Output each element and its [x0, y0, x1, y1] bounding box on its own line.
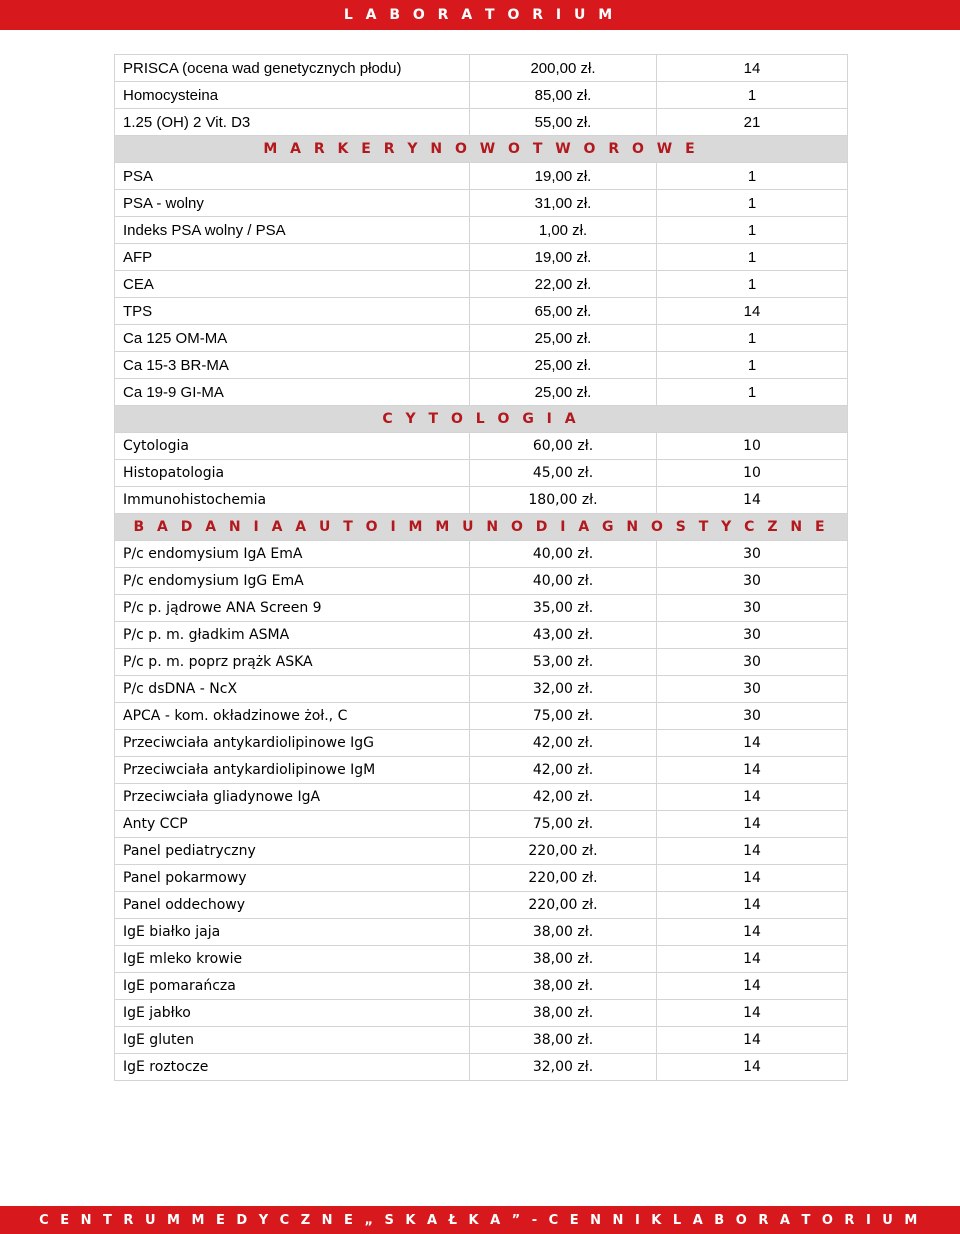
price-cell: 200,00 zł. [470, 55, 657, 82]
price-cell: 1,00 zł. [470, 217, 657, 244]
table-row [115, 892, 848, 919]
price-cell: 42,00 zł. [470, 757, 657, 784]
table-row [115, 352, 848, 379]
price-cell: 22,00 zł. [470, 271, 657, 298]
turnaround-days-cell: 1 [657, 163, 848, 190]
test-name-cell: IgE jabłko [115, 1000, 470, 1027]
turnaround-days-cell: 30 [657, 595, 848, 622]
table-row [115, 433, 848, 460]
test-name-cell: PRISCA (ocena wad genetycznych płodu) [115, 55, 470, 82]
table-row [115, 865, 848, 892]
turnaround-days-cell: 30 [657, 676, 848, 703]
turnaround-days-cell: 14 [657, 55, 848, 82]
turnaround-days-cell: 14 [657, 298, 848, 325]
test-name-cell: PSA - wolny [115, 190, 470, 217]
test-name-cell: TPS [115, 298, 470, 325]
turnaround-days-cell: 1 [657, 325, 848, 352]
test-name-cell: Homocysteina [115, 82, 470, 109]
price-cell: 31,00 zł. [470, 190, 657, 217]
test-name-cell: P/c p. m. poprz prążk ASKA [115, 649, 470, 676]
price-cell: 55,00 zł. [470, 109, 657, 136]
header-bar [0, 0, 960, 30]
turnaround-days-cell: 1 [657, 352, 848, 379]
price-cell: 75,00 zł. [470, 811, 657, 838]
table-row [115, 973, 848, 1000]
table-row [115, 595, 848, 622]
table-row [115, 298, 848, 325]
turnaround-days-cell: 14 [657, 1000, 848, 1027]
turnaround-days-cell: 14 [657, 946, 848, 973]
price-cell: 32,00 zł. [470, 1054, 657, 1081]
table-row [115, 82, 848, 109]
test-name-cell: Cytologia [115, 433, 470, 460]
table-row [115, 244, 848, 271]
turnaround-days-cell: 14 [657, 919, 848, 946]
turnaround-days-cell: 30 [657, 649, 848, 676]
table-row [115, 568, 848, 595]
turnaround-days-cell: 1 [657, 217, 848, 244]
turnaround-days-cell: 14 [657, 838, 848, 865]
footer-text: C E N T R U M M E D Y C Z N E „ S K A Ł K A ” - C E N N I K L A B O R A T O R I U M [39, 1212, 921, 1228]
price-cell: 38,00 zł. [470, 919, 657, 946]
table-row [115, 55, 848, 82]
table-row [115, 703, 848, 730]
table-row [115, 1027, 848, 1054]
price-cell: 25,00 zł. [470, 325, 657, 352]
test-name-cell: IgE pomarańcza [115, 973, 470, 1000]
test-name-cell: Panel pokarmowy [115, 865, 470, 892]
test-name-cell: Histopatologia [115, 460, 470, 487]
turnaround-days-cell: 10 [657, 460, 848, 487]
test-name-cell: Ca 19-9 GI-MA [115, 379, 470, 406]
price-cell: 40,00 zł. [470, 568, 657, 595]
footer-bar [0, 1206, 960, 1234]
turnaround-days-cell: 14 [657, 1027, 848, 1054]
test-name-cell: IgE gluten [115, 1027, 470, 1054]
test-name-cell: Przeciwciała gliadynowe IgA [115, 784, 470, 811]
test-name-cell: Przeciwciała antykardiolipinowe IgG [115, 730, 470, 757]
price-cell: 53,00 zł. [470, 649, 657, 676]
table-row [115, 163, 848, 190]
price-cell: 38,00 zł. [470, 946, 657, 973]
price-cell: 32,00 zł. [470, 676, 657, 703]
test-name-cell: Anty CCP [115, 811, 470, 838]
table-row [115, 271, 848, 298]
section-title: M A R K E R Y N O W O T W O R O W E [115, 136, 848, 163]
price-cell: 38,00 zł. [470, 1027, 657, 1054]
table-row [115, 190, 848, 217]
price-cell: 40,00 zł. [470, 541, 657, 568]
test-name-cell: Ca 15-3 BR-MA [115, 352, 470, 379]
turnaround-days-cell: 1 [657, 190, 848, 217]
price-list-table [114, 54, 848, 1081]
section-header-row [115, 514, 848, 541]
test-name-cell: P/c p. m. gładkim ASMA [115, 622, 470, 649]
turnaround-days-cell: 30 [657, 622, 848, 649]
turnaround-days-cell: 30 [657, 703, 848, 730]
turnaround-days-cell: 21 [657, 109, 848, 136]
price-cell: 180,00 zł. [470, 487, 657, 514]
price-cell: 43,00 zł. [470, 622, 657, 649]
price-cell: 220,00 zł. [470, 865, 657, 892]
turnaround-days-cell: 10 [657, 433, 848, 460]
table-row [115, 217, 848, 244]
test-name-cell: PSA [115, 163, 470, 190]
test-name-cell: P/c p. jądrowe ANA Screen 9 [115, 595, 470, 622]
price-cell: 38,00 zł. [470, 1000, 657, 1027]
turnaround-days-cell: 14 [657, 757, 848, 784]
price-cell: 25,00 zł. [470, 352, 657, 379]
test-name-cell: AFP [115, 244, 470, 271]
table-row [115, 649, 848, 676]
price-cell: 85,00 zł. [470, 82, 657, 109]
turnaround-days-cell: 14 [657, 487, 848, 514]
table-row [115, 757, 848, 784]
turnaround-days-cell: 1 [657, 379, 848, 406]
price-cell: 19,00 zł. [470, 244, 657, 271]
test-name-cell: IgE mleko krowie [115, 946, 470, 973]
price-cell: 25,00 zł. [470, 379, 657, 406]
section-title: B A D A N I A A U T O I M M U N O D I A G N O S T Y C Z N E [115, 514, 848, 541]
table-row [115, 541, 848, 568]
price-cell: 60,00 zł. [470, 433, 657, 460]
turnaround-days-cell: 14 [657, 730, 848, 757]
price-cell: 45,00 zł. [470, 460, 657, 487]
price-cell: 19,00 zł. [470, 163, 657, 190]
test-name-cell: IgE roztocze [115, 1054, 470, 1081]
price-cell: 75,00 zł. [470, 703, 657, 730]
table-row [115, 811, 848, 838]
test-name-cell: Indeks PSA wolny / PSA [115, 217, 470, 244]
price-cell: 65,00 zł. [470, 298, 657, 325]
test-name-cell: P/c endomysium IgG EmA [115, 568, 470, 595]
test-name-cell: CEA [115, 271, 470, 298]
table-row [115, 730, 848, 757]
table-row [115, 784, 848, 811]
table-row [115, 676, 848, 703]
table-row [115, 946, 848, 973]
table-row [115, 325, 848, 352]
test-name-cell: 1.25 (OH) 2 Vit. D3 [115, 109, 470, 136]
header-title: L A B O R A T O R I U M [343, 7, 617, 23]
table-row [115, 460, 848, 487]
price-cell: 42,00 zł. [470, 784, 657, 811]
section-header-row [115, 136, 848, 163]
test-name-cell: APCA - kom. okładzinowe żoł., C [115, 703, 470, 730]
price-cell: 38,00 zł. [470, 973, 657, 1000]
turnaround-days-cell: 30 [657, 541, 848, 568]
section-title: C Y T O L O G I A [115, 406, 848, 433]
price-cell: 35,00 zł. [470, 595, 657, 622]
table-row [115, 109, 848, 136]
test-name-cell: P/c endomysium IgA EmA [115, 541, 470, 568]
table-row [115, 1054, 848, 1081]
section-header-row [115, 406, 848, 433]
turnaround-days-cell: 14 [657, 1054, 848, 1081]
turnaround-days-cell: 14 [657, 811, 848, 838]
test-name-cell: Panel oddechowy [115, 892, 470, 919]
table-row [115, 379, 848, 406]
turnaround-days-cell: 1 [657, 271, 848, 298]
table-row [115, 622, 848, 649]
turnaround-days-cell: 14 [657, 973, 848, 1000]
test-name-cell: Przeciwciała antykardiolipinowe IgM [115, 757, 470, 784]
test-name-cell: Ca 125 OM-MA [115, 325, 470, 352]
price-list-body [115, 55, 848, 1081]
test-name-cell: P/c dsDNA - NcX [115, 676, 470, 703]
price-cell: 220,00 zł. [470, 838, 657, 865]
table-row [115, 487, 848, 514]
test-name-cell: Immunohistochemia [115, 487, 470, 514]
turnaround-days-cell: 1 [657, 244, 848, 271]
test-name-cell: Panel pediatryczny [115, 838, 470, 865]
turnaround-days-cell: 1 [657, 82, 848, 109]
price-cell: 42,00 zł. [470, 730, 657, 757]
table-row [115, 919, 848, 946]
turnaround-days-cell: 30 [657, 568, 848, 595]
turnaround-days-cell: 14 [657, 892, 848, 919]
turnaround-days-cell: 14 [657, 784, 848, 811]
turnaround-days-cell: 14 [657, 865, 848, 892]
price-cell: 220,00 zł. [470, 892, 657, 919]
table-row [115, 1000, 848, 1027]
table-row [115, 838, 848, 865]
test-name-cell: IgE białko jaja [115, 919, 470, 946]
